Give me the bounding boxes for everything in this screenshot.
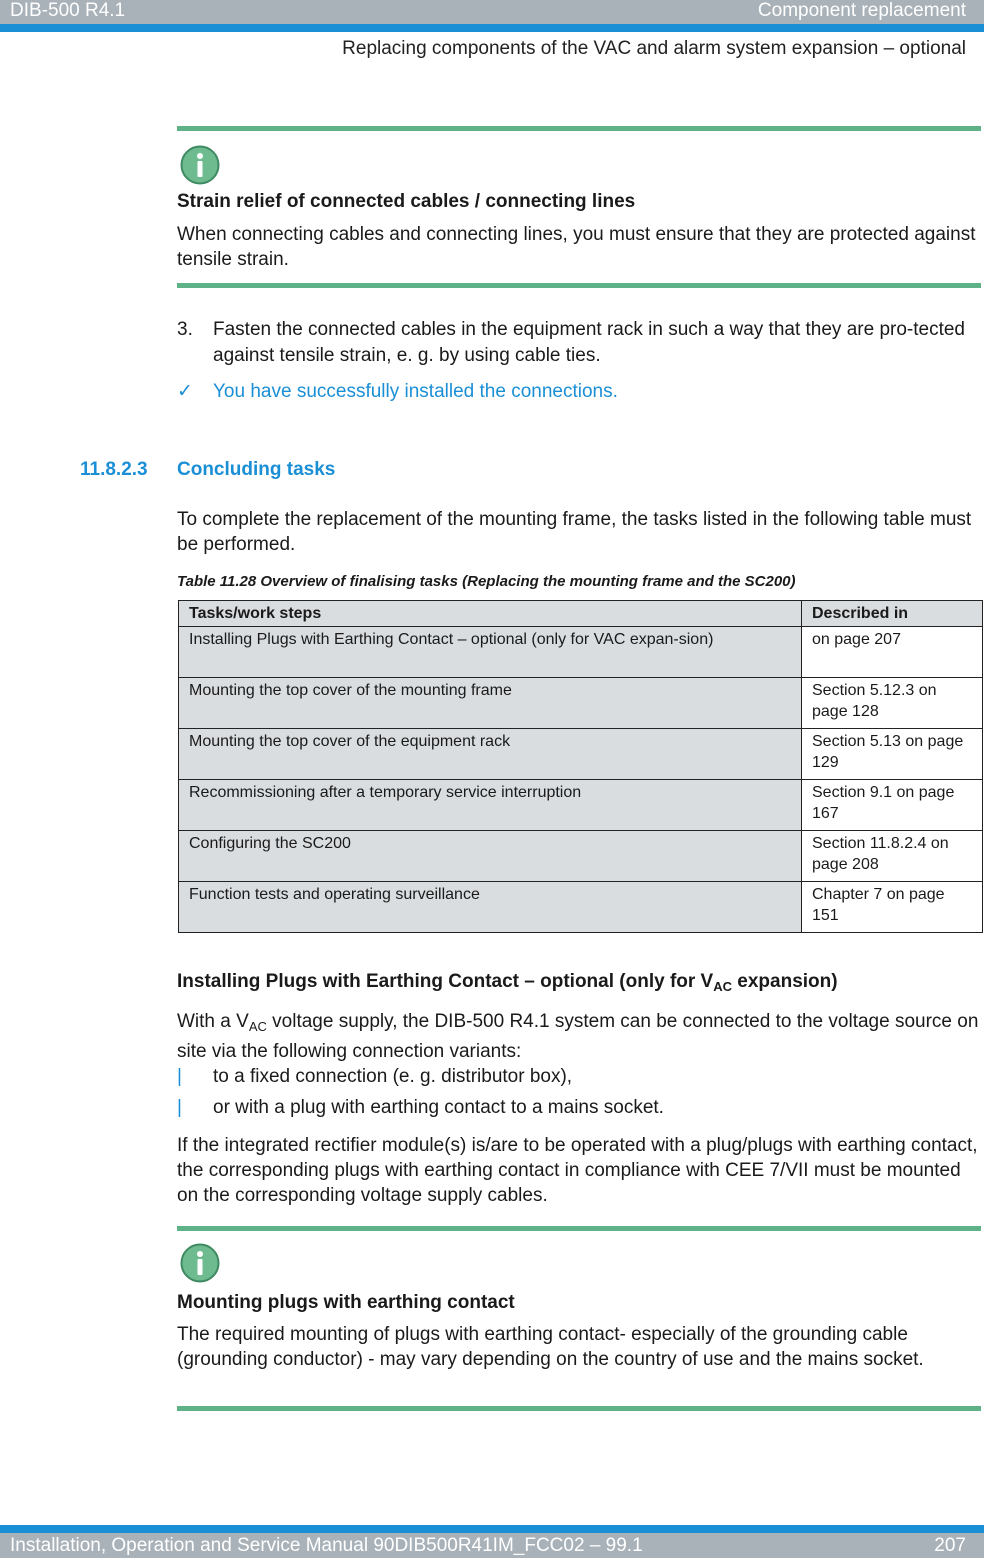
heading-subscript: AC [713, 979, 733, 994]
column-header-tasks: Tasks/work steps [179, 601, 802, 627]
note-title: Mounting plugs with earthing contact [177, 1292, 515, 1313]
note-bottom-rule [177, 1406, 981, 1411]
reference-cell: Section 9.1 on page 167 [802, 780, 983, 831]
list-item [177, 1064, 982, 1090]
table-row [179, 627, 983, 678]
step-item [177, 317, 982, 369]
reference-cell: Section 5.13 on page 129 [802, 729, 983, 780]
table-caption: Table 11.28 Overview of finalising tasks (Replacing the mounting frame and the SC200) [177, 573, 796, 590]
bullet-marker: | [177, 1097, 182, 1118]
para-subscript: AC [248, 1019, 267, 1034]
note-bottom-rule [177, 283, 981, 288]
reference-cell: Chapter 7 on page 151 [802, 882, 983, 933]
bullet-marker: | [177, 1066, 182, 1087]
tasks-table [178, 600, 983, 933]
table-row [179, 678, 983, 729]
info-icon [180, 1243, 220, 1283]
task-cell: Configuring the SC200 [179, 831, 802, 882]
step-number: 3. [177, 319, 193, 340]
note-text: When connecting cables and connecting lines, you must ensure that they are protected against tensile strain. [177, 224, 976, 270]
chapter-title: Component replacement [757, 0, 966, 21]
note-text: The required mounting of plugs with earthing contact- especially of the grounding cable (grounding conductor) - may vary depending on the country of use and the mains socket. [177, 1324, 924, 1370]
bullet-text: to a fixed connection (e. g. distributor box), [213, 1066, 573, 1087]
table-row [179, 729, 983, 780]
section-number: 11.8.2.3 [80, 459, 148, 480]
note-title: Strain relief of connected cables / connecting lines [177, 191, 636, 212]
task-cell: Mounting the top cover of the mounting frame [179, 678, 802, 729]
section-intro: To complete the replacement of the mounting frame, the tasks listed in the following table must be performed. [177, 509, 972, 555]
doc-title: DIB-500 R4.1 [10, 0, 126, 21]
heading-text-pre: Installing Plugs with Earthing Contact – optional (only for V [177, 971, 714, 992]
column-header-described-in: Described in [802, 601, 983, 627]
task-cell: Recommissioning after a temporary service interruption [179, 780, 802, 831]
note-top-rule [177, 1226, 981, 1231]
footer-manual-title: Installation, Operation and Service Manual 90DIB500R41IM_FCC02 – 99.1 [10, 1535, 643, 1556]
footer-accent-line [0, 1525, 984, 1533]
section-running-title: Replacing components of the VAC and alarm system expansion – optional [342, 38, 966, 59]
task-cell: Mounting the top cover of the equipment rack [179, 729, 802, 780]
para-text-post: voltage supply, the DIB-500 R4.1 system can be connected to the voltage source on site via the following connection variants: [177, 1011, 979, 1062]
reference-cell: Section 5.12.3 on page 128 [802, 678, 983, 729]
note-top-rule [177, 126, 981, 131]
heading-text-post: expansion) [732, 971, 838, 992]
page-number: 207 [934, 1535, 966, 1556]
checkmark-icon: ✓ [177, 381, 193, 402]
reference-cell: Section 11.8.2.4 on page 208 [802, 831, 983, 882]
plugs-paragraph [177, 1009, 982, 1064]
result-text: You have successfully installed the connections. [213, 381, 618, 402]
table-row [179, 780, 983, 831]
info-icon [180, 145, 220, 185]
section-title: Concluding tasks [177, 459, 336, 480]
table-header-row [179, 601, 983, 627]
bullet-text: or with a plug with earthing contact to a mains socket. [213, 1097, 664, 1118]
list-item [177, 1095, 982, 1121]
task-cell: Installing Plugs with Earthing Contact – optional (only for VAC expan-sion) [179, 627, 802, 678]
task-cell: Function tests and operating surveillance [179, 882, 802, 933]
step-text: Fasten the connected cables in the equipment rack in such a way that they are pro-tected against tensile strain, e. g. by using cable ties. [213, 319, 965, 366]
table-row [179, 831, 983, 882]
plugs-paragraph-2: If the integrated rectifier module(s) is/are to be operated with a plug/plugs with earthing contact, the corresponding plugs with earthing contact in compliance with CEE 7/VII must be mounted on the corresponding voltage supply cables. [177, 1135, 978, 1206]
subsection-heading [177, 970, 982, 999]
result-line [177, 380, 982, 406]
table-row [179, 882, 983, 933]
para-text-pre: With a V [177, 1011, 249, 1032]
header-accent-line [0, 24, 984, 32]
reference-cell: on page 207 [802, 627, 983, 678]
